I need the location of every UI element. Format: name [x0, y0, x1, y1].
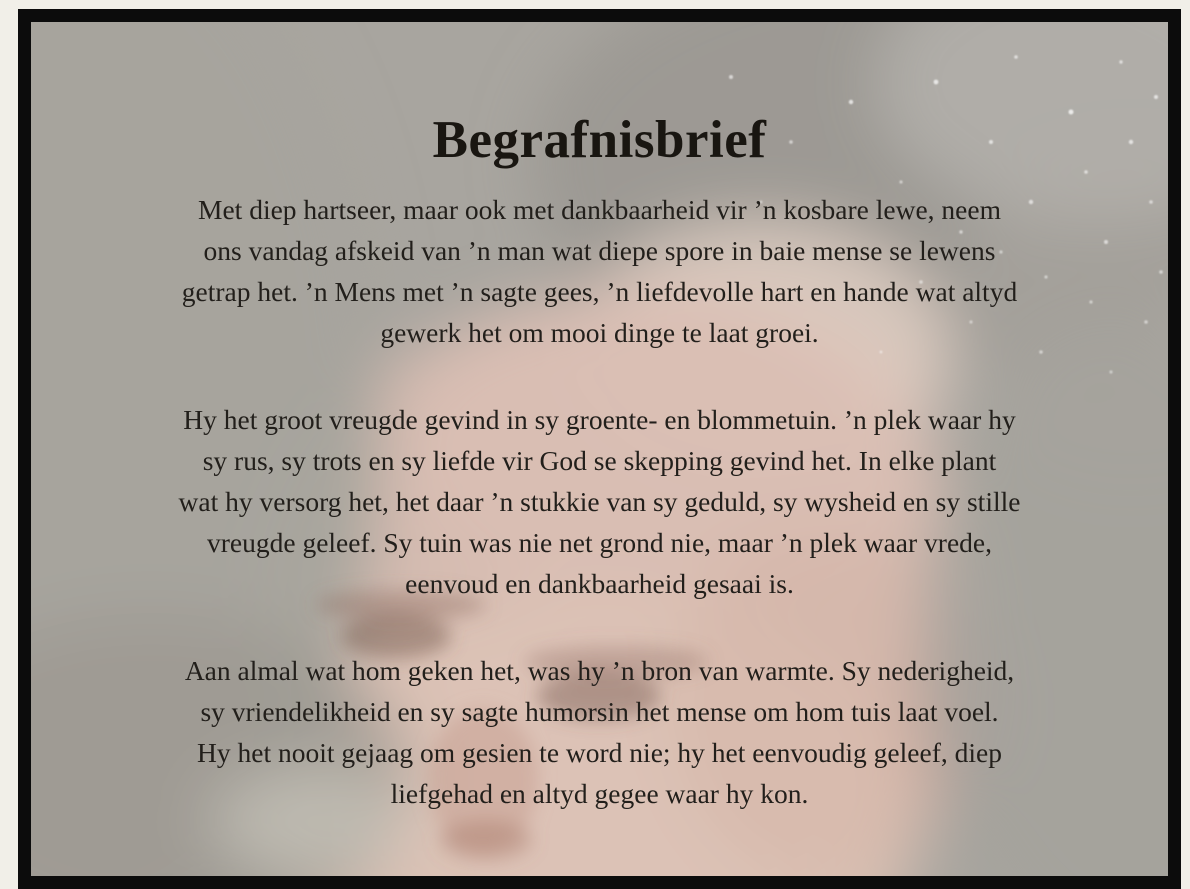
letter-frame [18, 9, 1181, 889]
paragraph-1 [57, 189, 1142, 353]
text-line: sy rus, sy trots en sy liefde vir God se skepping gevind het. In elke plant [202, 445, 997, 476]
text-line: Aan almal wat hom geken het, was hy ’n bron van warmte. Sy nederigheid, [184, 655, 1015, 686]
text-line: Hy het nooit gejaag om gesien te word nie; hy het eenvoudig geleef, diep [197, 737, 1002, 768]
paragraph-2 [57, 399, 1142, 604]
text-line: getrap het. ’n Mens met ’n sagte gees, ’n liefdevolle hart en hande wat altyd [181, 276, 1018, 307]
text-line: vreugde geleef. Sy tuin was nie net grond nie, maar ’n plek waar vrede, [207, 527, 992, 558]
letter-body [31, 22, 1168, 876]
text-line: gewerk het om mooi dinge te laat groei. [380, 317, 819, 348]
text-line: Hy het groot vreugde gevind in sy groente- en blommetuin. ’n plek waar hy [183, 404, 1016, 435]
text-line: Met diep hartseer, maar ook met dankbaarheid vir ’n kosbare lewe, neem [198, 194, 1001, 225]
text-line: wat hy versorg het, het daar ’n stukkie van sy geduld, sy wysheid en sy stille [178, 486, 1021, 517]
text-line: liefgehad en altyd gegee waar hy kon. [390, 778, 809, 809]
letter-title: Begrafnisbrief [432, 111, 767, 169]
text-line: sy vriendelikheid en sy sagte humorsin het mense om hom tuis laat voel. [200, 696, 999, 727]
text-line: ons vandag afskeid van ’n man wat diepe spore in baie mense se lewens [203, 235, 996, 266]
text-line: eenvoud en dankbaarheid gesaai is. [405, 568, 794, 599]
paragraph-3 [57, 650, 1142, 814]
